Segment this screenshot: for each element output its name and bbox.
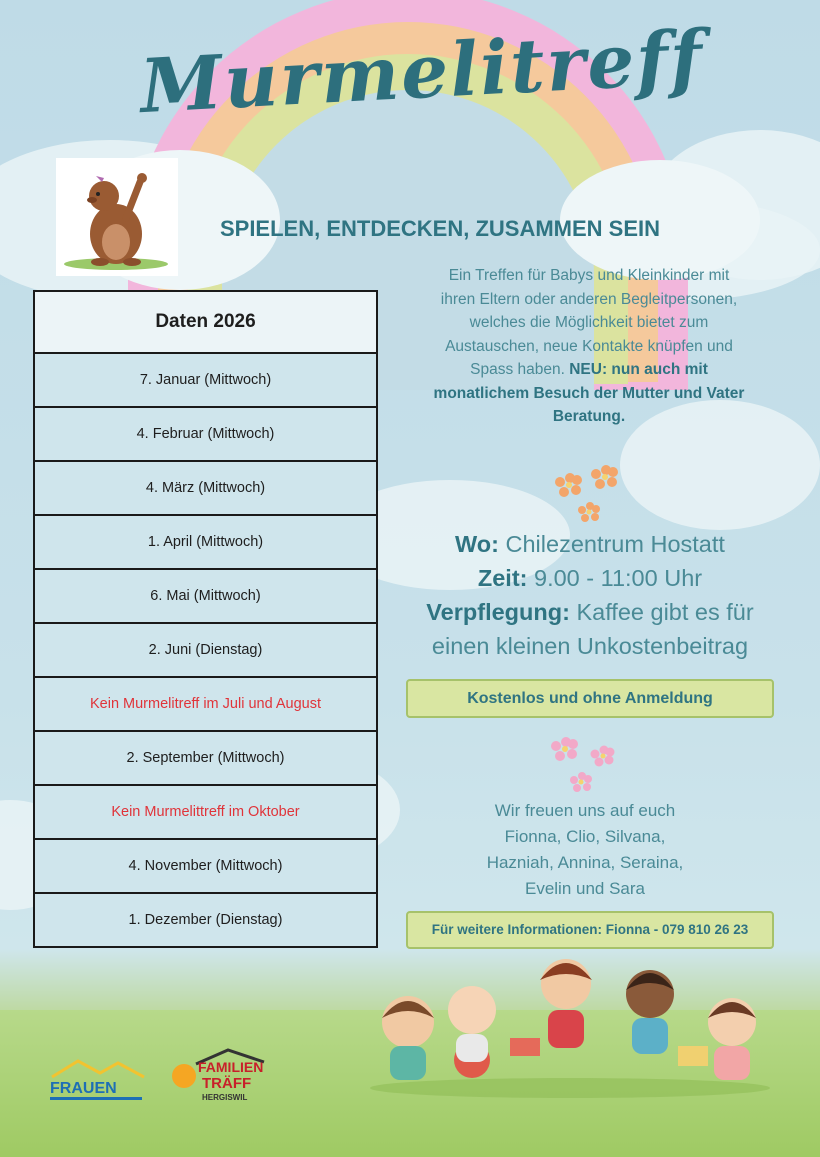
date-row: 2. September (Mittwoch) [34,731,377,785]
food-value: Kaffee gibt es für einen kleinen Unkostenbeitrag [431,599,754,659]
event-info [395,527,785,663]
date-row: 4. März (Mittwoch) [34,461,377,515]
where-line [395,527,785,561]
description-highlight: NEU: nun auch mit monatlichem Besuch der Mutter und Vater Beratung. [433,361,745,425]
orange-flowers-icon [550,460,630,526]
description-text: Ein Treffen für Babys und Kleinkinder mit ihren Eltern oder anderen Begleitpersonen, welches die Möglichkeit bietet zum Austauschen, neue Kontakte knüpfen und Spass haben. [440,267,738,378]
team-names: Fionna, Clio, Silvana, [504,827,666,846]
team-greeting [440,798,730,902]
children-illustration [360,950,780,1100]
where-label: Wo: [455,531,499,557]
frauen-logo [48,1055,148,1105]
logo-text-traeff: TRÄFF [202,1075,252,1092]
date-row: 1. April (Mittwoch) [34,515,377,569]
time-value: 9.00 - 11:00 Uhr [534,565,703,591]
date-row: 6. Mai (Mittwoch) [34,569,377,623]
description [430,264,748,429]
time-label: Zeit: [477,565,528,591]
dates-table-header: Daten 2026 [34,291,377,353]
tagline: SPIELEN, ENTDECKEN, ZUSAMMEN SEIN [219,216,661,241]
no-meeting-row: Kein Murmelitreff im Juli und August [34,677,377,731]
where-value: Chilezentrum Hostatt [505,531,725,557]
free-badge: Kostenlos und ohne Anmeldung [406,679,774,718]
familientraeff-logo [168,1048,278,1108]
date-row: 1. Dezember (Dienstag) [34,893,377,947]
logo-text-hergiswil: HERGISWIL [202,1093,248,1102]
dates-table [33,290,378,948]
pink-flowers-icon [548,730,624,796]
frauen-logo-text: FRAUEN [50,1080,117,1097]
team-names: Evelin und Sara [524,879,646,898]
groundhog-illustration [56,158,178,276]
date-row: 7. Januar (Mittwoch) [34,353,377,407]
time-line [395,561,785,595]
team-names: Hazniah, Annina, Seraina, [486,853,684,872]
date-row: 2. Juni (Dienstag) [34,623,377,677]
no-meeting-row: Kein Murmelittreff im Oktober [34,785,377,839]
date-row: 4. November (Mittwoch) [34,839,377,893]
food-label: Verpflegung: [426,599,570,625]
logo-text-familien: FAMILIEN [198,1059,264,1075]
page-title: Murmelitreff [138,14,707,131]
greeting-line: Wir freuen uns auf euch [494,801,676,820]
date-row: 4. Februar (Mittwoch) [34,407,377,461]
contact-badge: Für weitere Informationen: Fionna - 079 810 26 23 [406,911,774,949]
food-line [395,595,785,663]
